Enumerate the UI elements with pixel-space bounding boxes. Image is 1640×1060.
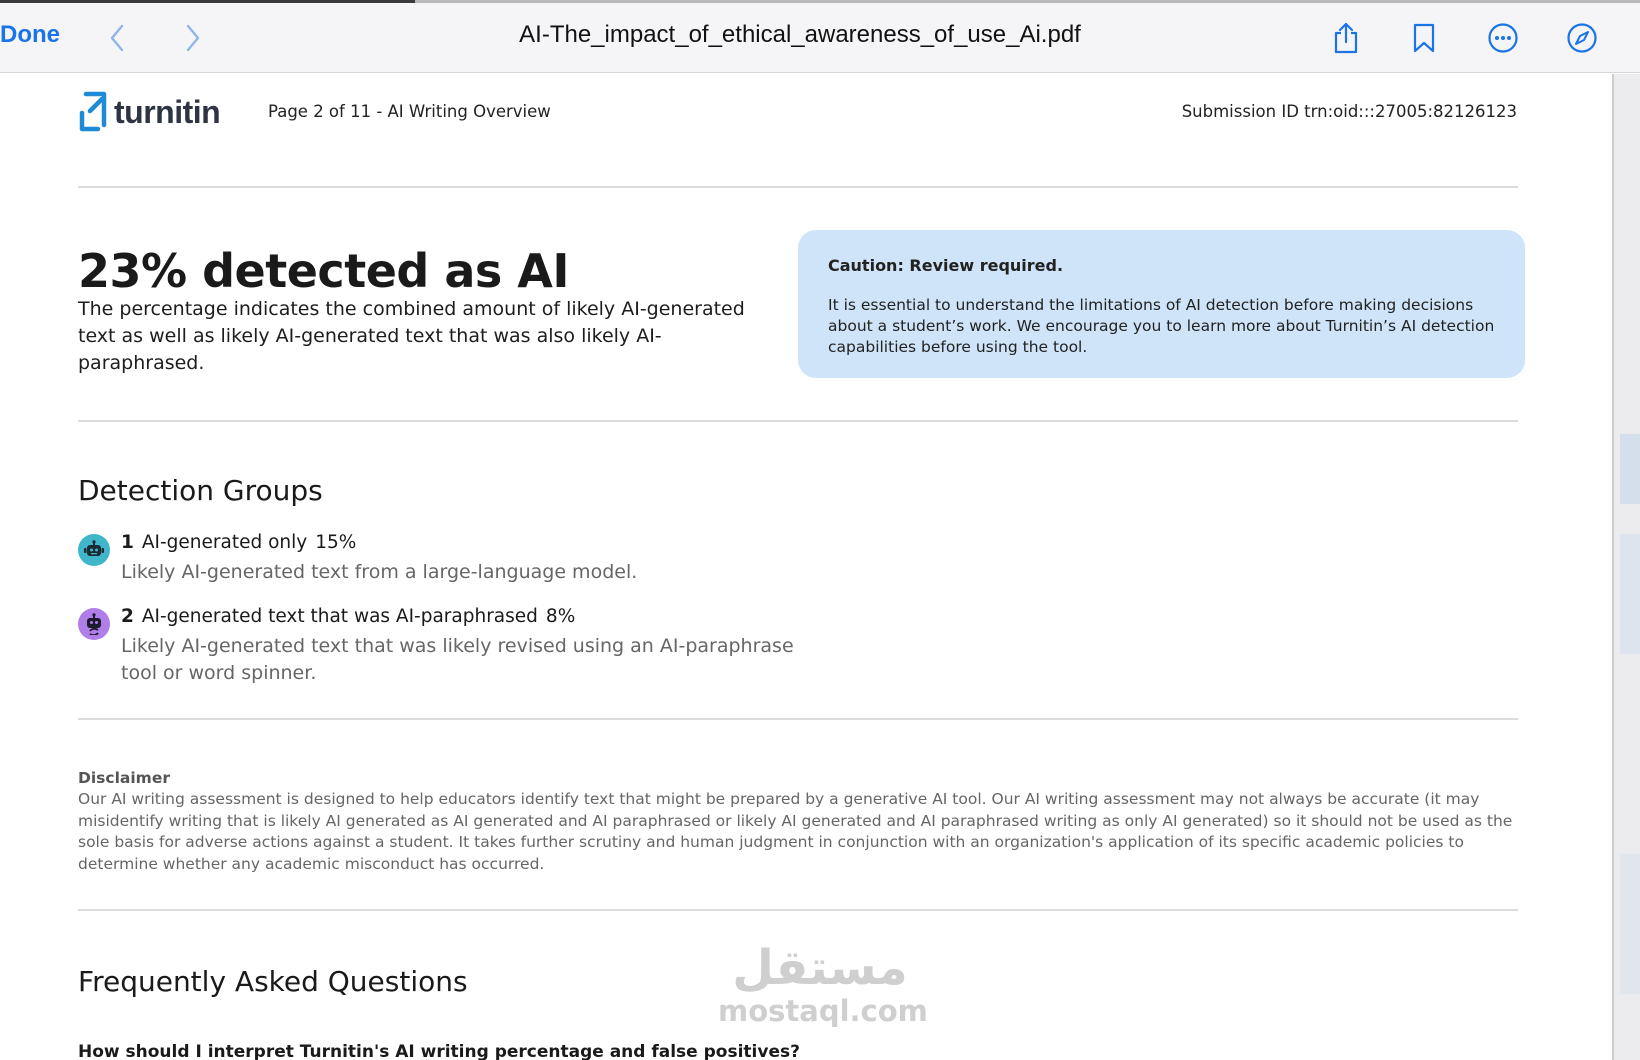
group-percent: 15% (315, 532, 357, 553)
caution-body: It is essential to understand the limitations of AI detection before making decisions about a student’s work. We encourage you to learn more about Turnitin’s AI detection capabilities before using the tool. (828, 296, 1495, 356)
robot-icon (78, 534, 110, 566)
robot-paraphrase-icon (78, 608, 110, 640)
disclaimer-body: Our AI writing assessment is designed to help educators identify text that might be prepared by a generative AI tool. Our AI writing assessment may not always be accurate (it may misidentify writing that is likely AI generated as AI generated and AI paraphrased or likely AI generated and AI paraphrased writing as only AI generated) so it should not be used as the sole basis for adverse actions against a student. It takes further scrutiny and human judgment in conjunction with an organization's application of its specific academic policies to determine whether any academic misconduct has occurred. (78, 790, 1513, 873)
ai-percentage-description: The percentage indicates the combined amount of likely AI-generated text as well as likely AI-generated text that was also likely AI-paraphrased. (78, 298, 745, 374)
group-description: Likely AI-generated text that was likely revised using an AI-paraphrase tool or word spinner. (121, 635, 794, 684)
group-description: Likely AI-generated text from a large-language model. (121, 561, 638, 583)
ai-percentage-headline: 23% detected as AI (78, 244, 569, 298)
page-indicator: Page 2 of 11 - AI Writing Overview (268, 102, 551, 121)
turnitin-logo (78, 89, 220, 135)
turnitin-logo-icon (78, 89, 108, 135)
submission-id: Submission ID trn:oid:::27005:82126123 (1181, 102, 1517, 121)
next-page-peek (1614, 74, 1640, 1060)
faq-title: Frequently Asked Questions (78, 965, 468, 998)
group-label: AI-generated only (141, 532, 308, 553)
done-button[interactable]: Done (0, 21, 60, 48)
watermark (718, 940, 928, 1028)
disclaimer-title: Disclaimer (78, 769, 170, 787)
compass-icon (1566, 22, 1598, 54)
bookmark-button[interactable] (1403, 17, 1445, 59)
more-options-button[interactable] (1482, 17, 1524, 59)
group-percent: 8% (545, 606, 576, 627)
share-icon (1331, 21, 1361, 55)
divider (78, 186, 1518, 188)
document-title: AI-The_impact_of_ethical_awareness_of_use_Ai.pdf (519, 21, 1081, 48)
share-button[interactable] (1325, 17, 1367, 59)
bookmark-icon (1411, 22, 1437, 54)
caution-callout (798, 230, 1525, 378)
divider (78, 420, 1518, 422)
faq-question: How should I interpret Turnitin's AI writing percentage and false positives? (78, 1042, 800, 1060)
logo-wordmark: turnitin (114, 93, 221, 130)
ellipsis-circle-icon (1487, 22, 1519, 54)
group-number: 1 (121, 532, 134, 553)
group-number: 2 (121, 606, 134, 627)
watermark-arabic: مستقل (732, 940, 908, 996)
watermark-latin: mostaql.com (718, 994, 928, 1028)
group-label: AI-generated text that was AI-paraphrased (141, 606, 538, 627)
divider (78, 718, 1518, 720)
divider (78, 909, 1518, 911)
open-in-safari-button[interactable] (1561, 17, 1603, 59)
pdf-viewer-toolbar (0, 3, 1640, 73)
caution-title: Caution: Review required. (828, 256, 1064, 275)
detection-groups-title: Detection Groups (78, 474, 323, 507)
